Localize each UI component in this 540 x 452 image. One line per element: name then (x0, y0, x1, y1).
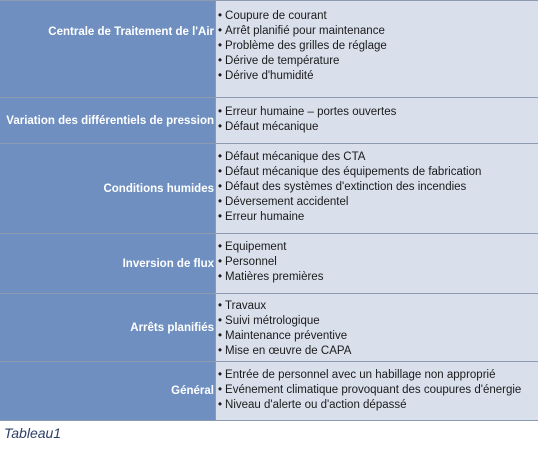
category-cell: Général (0, 362, 216, 420)
bullet-icon: • (218, 70, 223, 82)
bullet-icon: • (218, 330, 223, 342)
list-item (218, 9, 538, 24)
table-row (0, 144, 538, 234)
items-cell (216, 234, 538, 293)
category-cell: Conditions humides (0, 144, 216, 233)
table-caption: Tableau1 (4, 425, 62, 441)
list-item (218, 105, 538, 120)
bullet-icon: • (218, 40, 223, 52)
bullet-icon: • (218, 369, 223, 381)
table-row (0, 234, 538, 294)
bullet-icon: • (218, 166, 223, 178)
bullet-icon: • (218, 25, 223, 37)
list-item (218, 240, 538, 255)
bullet-icon: • (218, 300, 223, 312)
list-item-text: Dérive de température (225, 55, 340, 67)
list-item (218, 120, 538, 135)
list-item-text: Travaux (225, 300, 267, 312)
list-item (218, 210, 538, 225)
bullet-icon: • (218, 271, 223, 283)
list-item-text: Défaut mécanique des équipements de fabrication (225, 166, 482, 178)
list-item (218, 314, 538, 329)
items-cell (216, 362, 538, 420)
items-cell (216, 1, 538, 97)
table-row (0, 98, 538, 144)
bullet-icon: • (218, 55, 223, 67)
list-item-text: Maintenance préventive (225, 330, 348, 342)
list-item-text: Défaut mécanique des CTA (225, 151, 366, 163)
list-item (218, 329, 538, 344)
bullet-icon: • (218, 211, 223, 223)
bullet-icon: • (218, 106, 223, 118)
list-item-text: Erreur humaine – portes ouvertes (225, 106, 397, 118)
bullet-icon: • (218, 256, 223, 268)
list-item-text: Arrêt planifié pour maintenance (225, 25, 385, 37)
category-cell: Variation des différentiels de pression (0, 98, 216, 143)
category-cell: Arrêts planifiés (0, 294, 216, 361)
list-item-text: Coupure de courant (225, 10, 327, 22)
bullet-icon: • (218, 315, 223, 327)
list-item (218, 270, 538, 285)
list-item (218, 255, 538, 270)
bullet-icon: • (218, 10, 223, 22)
list-item-text: Erreur humaine (225, 211, 305, 223)
list-item (218, 24, 538, 39)
list-item (218, 150, 538, 165)
bullet-icon: • (218, 241, 223, 253)
table-row (0, 362, 538, 420)
list-item (218, 54, 538, 69)
list-item (218, 299, 538, 314)
bullet-icon: • (218, 121, 223, 133)
list-item (218, 398, 538, 413)
list-item (218, 383, 538, 398)
list-item-text: Problème des grilles de réglage (225, 40, 387, 52)
list-item-text: Entrée de personnel avec un habillage non approprié (225, 369, 496, 381)
table-row (0, 1, 538, 98)
list-item-text: Mise en œuvre de CAPA (225, 345, 352, 357)
list-item-text: Suivi métrologique (225, 315, 320, 327)
list-item-text: Matières premières (225, 271, 324, 283)
list-item-text: Evénement climatique provoquant des coupures d'énergie (225, 384, 522, 396)
bullet-icon: • (218, 151, 223, 163)
list-item (218, 69, 538, 84)
list-item-text: Niveau d'alerte ou d'action dépassé (225, 399, 407, 411)
bullet-icon: • (218, 181, 223, 193)
items-cell (216, 144, 538, 233)
list-item-text: Défaut des systèmes d'extinction des incendies (225, 181, 467, 193)
list-item (218, 165, 538, 180)
list-item-text: Dérive d'humidité (225, 70, 314, 82)
list-item-text: Personnel (225, 256, 277, 268)
bullet-icon: • (218, 384, 223, 396)
items-cell (216, 98, 538, 143)
list-item (218, 39, 538, 54)
category-cell: Inversion de flux (0, 234, 216, 293)
bullet-icon: • (218, 399, 223, 411)
bullet-icon: • (218, 196, 223, 208)
list-item (218, 195, 538, 210)
list-item-text: Déversement accidentel (225, 196, 349, 208)
table-row (0, 294, 538, 362)
list-item (218, 180, 538, 195)
list-item (218, 368, 538, 383)
list-item-text: Equipement (225, 241, 287, 253)
category-cell: Centrale de Traitement de l'Air (0, 1, 216, 97)
list-item (218, 344, 538, 359)
bullet-icon: • (218, 345, 223, 357)
list-item-text: Défaut mécanique (225, 121, 319, 133)
items-cell (216, 294, 538, 361)
